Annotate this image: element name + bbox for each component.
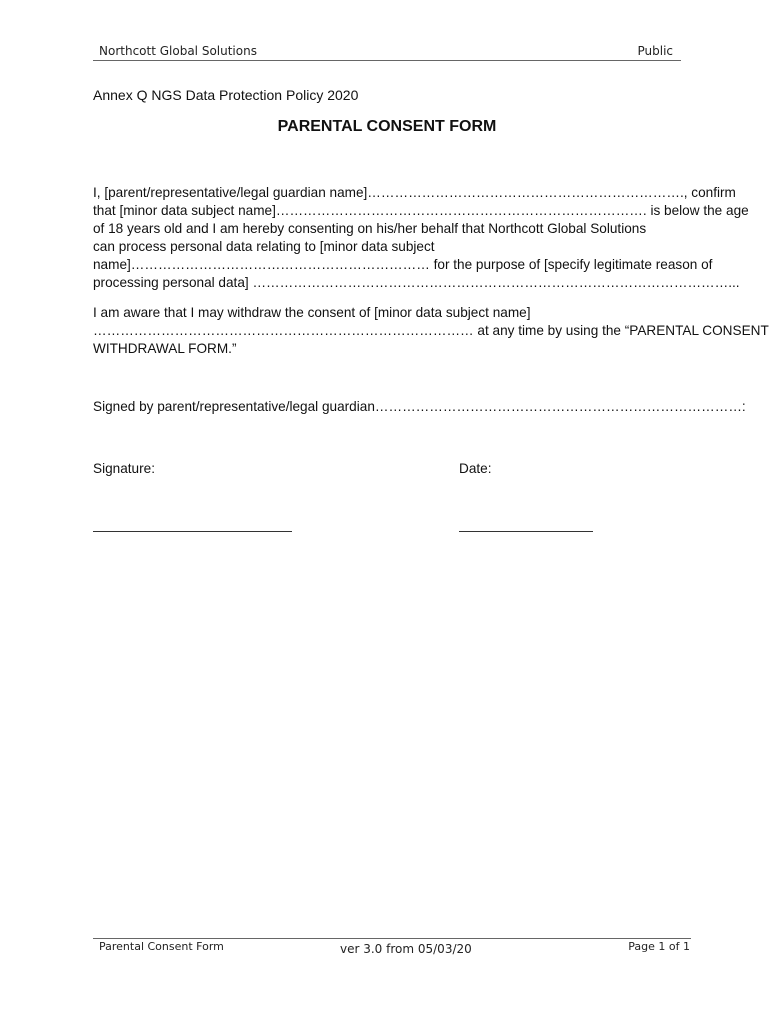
consent-paragraph xyxy=(93,184,749,292)
withdrawal-paragraph xyxy=(93,304,769,358)
footer-version: ver 3.0 from 05/03/20 xyxy=(340,942,472,956)
header-organization: Northcott Global Solutions xyxy=(99,44,257,58)
page-footer xyxy=(93,938,691,957)
signature-field-line xyxy=(93,531,292,532)
paragraph-line: of 18 years old and I am hereby consenting on his/her behalf that Northcott Global Solutions xyxy=(93,221,647,236)
date-field-line xyxy=(459,531,593,532)
paragraph-line: I am aware that I may withdraw the consent of [minor data subject name] xyxy=(93,305,531,320)
paragraph-line: ………………………………………………………………………… at any time by using the “PARENTAL CONSENT xyxy=(93,323,769,338)
annex-reference: Annex Q NGS Data Protection Policy 2020 xyxy=(93,87,359,103)
paragraph-line: that [minor data subject name]………………………………………………………………………. is below the age xyxy=(93,203,749,218)
page-header xyxy=(93,43,681,61)
paragraph-line: name]………………………………………………………… for the purpose of [specify legitimate reason of xyxy=(93,257,713,272)
paragraph-line: processing personal data] ……………………………………………………………………………………………... xyxy=(93,275,740,290)
paragraph-line: I, [parent/representative/legal guardian name]……………………………………………………………., confirm xyxy=(93,185,736,200)
paragraph-line: can process personal data relating to [minor data subject xyxy=(93,239,435,254)
signed-by-line: Signed by parent/representative/legal guardian………………………………………………………………………: xyxy=(93,399,746,414)
header-classification: Public xyxy=(637,44,673,58)
footer-form-name: Parental Consent Form xyxy=(99,940,224,953)
paragraph-line: WITHDRAWAL FORM.” xyxy=(93,341,237,356)
date-label: Date: xyxy=(459,461,492,476)
form-title: PARENTAL CONSENT FORM xyxy=(277,118,497,135)
signature-label: Signature: xyxy=(93,461,155,476)
footer-page-number: Page 1 of 1 xyxy=(628,940,690,953)
